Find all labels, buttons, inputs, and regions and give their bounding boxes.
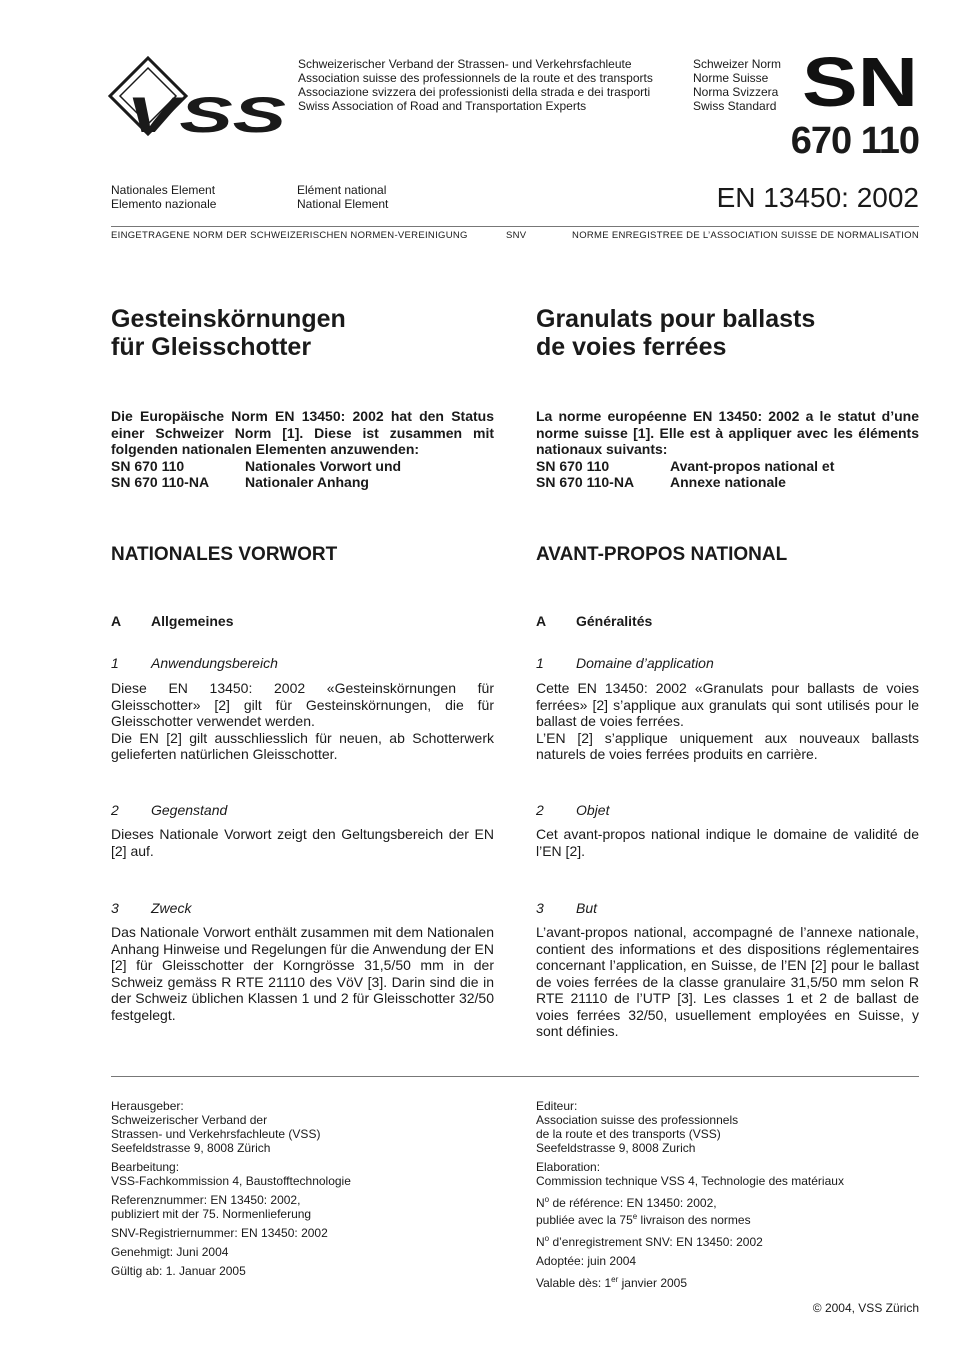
- header-divider: [111, 226, 919, 227]
- section-2-de: [111, 802, 227, 818]
- section-title: Anwendungsbereich: [151, 655, 278, 671]
- refs-de: [111, 458, 494, 491]
- valid-from: Gültig ab: 1. Januar 2005: [111, 1264, 246, 1278]
- editing-value: Commission technique VSS 4, Technologie des matériaux: [536, 1174, 844, 1188]
- section-2-body-fr: Cet avant-propos national indique le domaine de validité de l’EN [2].: [536, 826, 919, 859]
- sn-logo: [802, 52, 920, 112]
- heading-de: NATIONALES VORWORT: [111, 544, 338, 565]
- text-part: N: [536, 1196, 545, 1210]
- ref-row: [536, 474, 919, 491]
- section-3-body-fr: L’avant-propos national, accompagné de l’annexe nationale, contient des informations et des dispositions réglementaires concernant l’application, en Suisse, de l’EN [2] pour le ballast de voies ferrées de la classe granulaire 31,5/50 mm selon R RTE 21110 de l’UTP [3]. Les classes 1 et 2 de ballast de voies ferrées 32/50, usuellement employées en Suisse, y sont définies.: [536, 924, 919, 1039]
- ref-label: Annexe nationale: [670, 474, 786, 490]
- svg-text:VSS: VSS: [126, 87, 286, 140]
- publisher-line: Strassen- und Verkehrsfachleute (VSS): [111, 1127, 321, 1141]
- norm-type-en: Swiss Standard: [693, 99, 777, 113]
- norm-number: 670 110: [790, 120, 919, 162]
- publisher-line: Schweizerischer Verband der: [111, 1113, 268, 1127]
- reference-delivery: publiziert mit der 75. Normenlieferung: [111, 1207, 312, 1221]
- section-title: Objet: [576, 802, 610, 818]
- section-3-body-de: Das Nationale Vorwort enthält zusammen mit dem Nationalen Anhang Hinweise und Regelungen für die Anwendung der EN [2] für Gleisschotter der Korngrösse 31,5/50 mm in der Schweiz gemäss R RTE 21110 des VöV [3]. Darin sind die in der Schweiz üblichen Klassen 1 und 2 für Gleisschotter 32/50 festgelegt.: [111, 924, 494, 1023]
- ref-label: Nationales Vorwort und: [245, 457, 402, 474]
- german-column: [111, 305, 494, 491]
- french-column: [536, 305, 919, 491]
- section-num: 2: [536, 802, 544, 818]
- publisher-label: Editeur:: [536, 1099, 578, 1113]
- association-fr: Association suisse des professionnels de la route et des transports: [298, 71, 653, 85]
- norm-type: [693, 57, 781, 113]
- en-number: EN 13450: 2002: [716, 182, 919, 213]
- publisher-line: Seefeldstrasse 9, 8008 Zurich: [536, 1141, 696, 1155]
- section-num: 1: [111, 655, 119, 671]
- title-fr-line2: de voies ferrées: [536, 333, 727, 361]
- section-num: A: [111, 613, 122, 629]
- section-num: 3: [536, 900, 544, 916]
- publisher-label: Herausgeber:: [111, 1099, 184, 1113]
- approved-date: Adoptée: juin 2004: [536, 1254, 637, 1268]
- section-3-fr: [536, 900, 597, 916]
- footer-fr: [536, 1099, 844, 1290]
- reference-number: Referenznummer: EN 13450: 2002,: [111, 1193, 301, 1207]
- reference-number: [536, 1193, 844, 1210]
- element-de: Nationales Element: [111, 183, 216, 197]
- valid-from: [536, 1273, 844, 1290]
- section-title: Domaine d’application: [576, 655, 714, 671]
- section-title: Zweck: [151, 900, 192, 916]
- section-num: 3: [111, 900, 119, 916]
- norm-type-fr: Norme Suisse: [693, 71, 769, 85]
- publisher-line: Seefeldstrasse 9, 8008 Zürich: [111, 1141, 271, 1155]
- superscript: er: [611, 1275, 619, 1284]
- approved-date: Genehmigt: Juni 2004: [111, 1245, 229, 1259]
- superscript: o: [544, 1234, 550, 1243]
- ref-code: SN 670 110: [536, 457, 610, 474]
- section-num: 2: [111, 802, 119, 818]
- text-part: de référence: EN 13450: 2002,: [549, 1196, 717, 1210]
- title-de-line1: Gesteinskörnungen: [111, 305, 346, 333]
- snv-registration: SNV-Registriernummer: EN 13450: 2002: [111, 1226, 328, 1240]
- section-a-de: [111, 613, 233, 629]
- title-fr-line1: Granulats pour ballasts: [536, 305, 816, 333]
- ref-row: [536, 458, 919, 475]
- vss-diamond-logo: [108, 56, 290, 140]
- publisher-line: Association suisse des professionnels: [536, 1113, 739, 1127]
- editing-label: Bearbeitung:: [111, 1160, 180, 1174]
- registered-fr: NORME ENREGISTREE DE L’ASSOCIATION SUISSE DE NORMALISATION: [572, 230, 919, 241]
- section-title: Allgemeines: [151, 613, 234, 629]
- section-title: But: [576, 900, 598, 916]
- snv-registration: [536, 1232, 844, 1249]
- heading-fr: AVANT-PROPOS NATIONAL: [536, 544, 788, 565]
- section-2-body-de: Dieses Nationale Vorwort zeigt den Geltungsbereich der EN [2] auf.: [111, 826, 494, 859]
- publisher-line: de la route et des transports (VSS): [536, 1127, 721, 1141]
- association-en: Swiss Association of Road and Transportation Experts: [298, 99, 587, 113]
- section-1-body-de: [111, 680, 494, 763]
- association-de: Schweizerischer Verband der Strassen- und Verkehrsfachleute: [298, 57, 632, 71]
- text-part: publiée avec la 75: [536, 1213, 633, 1227]
- footer-de: [111, 1099, 351, 1278]
- element-it: Elemento nazionale: [111, 197, 217, 211]
- intro-fr: La norme européenne EN 13450: 2002 a le statut d’une norme suisse [1]. Elle est à appliquer avec les éléments nationaux suivants:: [536, 408, 919, 457]
- section-num: A: [536, 613, 547, 629]
- section-a-fr: [536, 613, 652, 629]
- association-names: [298, 57, 653, 113]
- section-2-fr: [536, 802, 609, 818]
- ref-label: Nationaler Anhang: [245, 474, 369, 490]
- ref-row: [111, 474, 494, 491]
- superscript: e: [632, 1212, 638, 1221]
- vss-logo: [108, 56, 290, 140]
- text-part: d’enregistrement SNV: EN 13450: 2002: [549, 1235, 763, 1249]
- element-label-fr-en: [297, 183, 388, 211]
- section-1-fr: [536, 655, 714, 671]
- text-part: livraison des normes: [637, 1213, 751, 1227]
- editing-label: Elaboration:: [536, 1160, 601, 1174]
- registered-de: EINGETRAGENE NORM DER SCHWEIZERISCHEN NORMEN-VEREINIGUNG: [111, 230, 468, 241]
- title-de: [111, 305, 494, 361]
- section-title: Gegenstand: [151, 802, 228, 818]
- snv-label: SNV: [506, 230, 527, 241]
- section-num: 1: [536, 655, 544, 671]
- intro-de: Die Europäische Norm EN 13450: 2002 hat den Status einer Schweizer Norm [1]. Diese ist zusammen mit folgenden nationalen Elementen anzuwenden:: [111, 408, 494, 457]
- svg-text:SN: SN: [802, 52, 918, 112]
- element-fr: Elément national: [297, 183, 387, 197]
- section-1-body-fr: [536, 680, 919, 763]
- ref-code: SN 670 110: [111, 457, 185, 474]
- paragraph: Die EN [2] gilt ausschliesslich für neuen, ab Schotterwerk gelieferten natürlichen Gleisschotter.: [111, 729, 494, 762]
- paragraph: Cette EN 13450: 2002 «Granulats pour ballasts de voies ferrées» [2] s’applique aux granulats qui sont utilisés pour le ballast de voies ferrées.: [536, 680, 919, 729]
- text-part: N: [536, 1235, 545, 1249]
- reference-delivery: [536, 1210, 844, 1227]
- section-1-de: [111, 655, 278, 671]
- refs-fr: [536, 458, 919, 491]
- superscript: o: [544, 1195, 550, 1204]
- association-it: Associazione svizzera dei professionisti della strada e dei trasporti: [298, 85, 651, 99]
- norm-type-de: Schweizer Norm: [693, 57, 782, 71]
- footer-divider: [111, 1076, 919, 1077]
- paragraph: L’EN [2] s’applique uniquement aux nouveaux ballasts naturels de voies ferrées produits en carrière.: [536, 729, 919, 762]
- ref-label: Avant-propos national et: [670, 457, 835, 474]
- ref-code: SN 670 110-NA: [111, 474, 210, 490]
- norm-type-it: Norma Svizzera: [693, 85, 779, 99]
- text-part: Valable dès: 1: [536, 1276, 612, 1290]
- title-fr: [536, 305, 919, 361]
- ref-row: [111, 458, 494, 475]
- ref-code: SN 670 110-NA: [536, 474, 635, 490]
- element-en: National Element: [297, 197, 389, 211]
- copyright: © 2004, VSS Zürich: [812, 1301, 919, 1315]
- paragraph: Diese EN 13450: 2002 «Gesteinskörnungen für Gleisschotter» [2] gilt für Gesteinskörnungen, die für Gleisschotter verwendet werden.: [111, 680, 494, 729]
- text-part: janvier 2005: [618, 1276, 688, 1290]
- section-3-de: [111, 900, 191, 916]
- element-label-de-it: [111, 183, 216, 211]
- section-title: Généralités: [576, 613, 653, 629]
- editing-value: VSS-Fachkommission 4, Baustofftechnologie: [111, 1174, 351, 1188]
- title-de-line2: für Gleisschotter: [111, 333, 312, 361]
